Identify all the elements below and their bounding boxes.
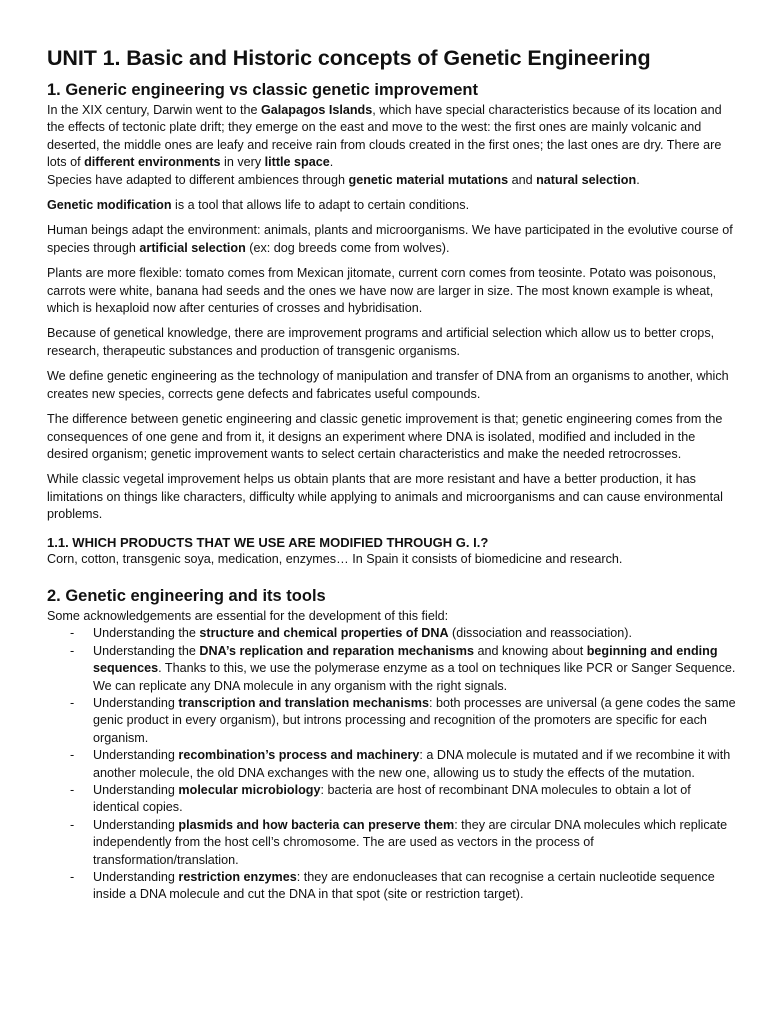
paragraph-darwin: In the XIX century, Darwin went to the Galapagos Islands, which have special characteristics because of its location and the effects of tectonic plate drift; they emerge on the east and move to the west: the first ones are mainly volcanic and deserted, the middle ones are leafy and receive rain from clouds created in the first ones; the last ones are dry. There are lots of different environments in very little space.: [47, 103, 722, 170]
list-item: - Understanding recombination’s process and machinery: a DNA molecule is mutated and if we recombine it with another molecule, the old DNA exchanges with the new one, allowing us to study the effects of the mutation.: [70, 748, 731, 780]
list-item: - Understanding molecular microbiology: bacteria are host of recombinant DNA molecules to obtain a lot of identical copies.: [70, 783, 691, 815]
paragraph-genetical-knowledge: Because of genetical knowledge, there are improvement programs and artificial selection which allow us to better crops, research, therapeutic substances and production of transgenic organisms.: [47, 326, 715, 358]
section-1-heading: 1. Generic engineering vs classic genetic improvement: [47, 81, 479, 99]
paragraph-difference: The difference between genetic engineering and classic genetic improvement is that; genetic engineering comes from the consequences of one gene and from it, it designs an experiment where DNA is isolated, modified and included in the desired organism; genetic improvement wants to select certain characteristics and make the needed retrocrosses.: [47, 412, 723, 461]
paragraph-classic-improvement: While classic vegetal improvement helps us obtain plants that are more resistant and have a better production, it has limitations on things like characters, difficulty while applying to animals and microorganisms and can cause environmental problems.: [47, 472, 723, 522]
list-item: - Understanding plasmids and how bacteria can preserve them: they are circular DNA molecules which replicate independently from the host cell’s chromosome. The are used as vectors in the process of transformation/translation.: [70, 817, 728, 867]
tools-list: [47, 625, 738, 904]
paragraph-species-adapted: Species have adapted to different ambiences through genetic material mutations and natural selection.: [47, 172, 640, 187]
section-2-heading: 2. Genetic engineering and its tools: [47, 586, 326, 605]
paragraph-genetic-modification: Genetic modification is a tool that allows life to adapt to certain conditions.: [47, 198, 470, 213]
paragraph-definition: We define genetic engineering as the technology of manipulation and transfer of DNA from an organisms to another, which creates new species, corrects gene defects and fabricates useful compounds.: [47, 369, 729, 401]
paragraph-human-beings: Human beings adapt the environment: animals, plants and microorganisms. We have participated in the evolutive course of species through artificial selection (ex: dog breeds come from wolves).: [47, 223, 733, 255]
unit-title: UNIT 1. Basic and Historic concepts of Genetic Engineering: [47, 46, 651, 70]
paragraph-plants: Plants are more flexible: tomato comes from Mexican jitomate, current corn comes from teosinte. Potato was poisonous, carrots were white, banana had seeds and the ones we have now are larger in size. The most known example is wheat, which is hexaploid now after centuries of crosses and hybridisation.: [47, 266, 717, 316]
list-item: - Understanding the structure and chemical properties of DNA (dissociation and reassociation).: [70, 626, 632, 641]
list-item: - Understanding restriction enzymes: they are endonucleases that can recognise a certain nucleotide sequence inside a DNA molecule and cut the DNA in that spot (site or restriction target).: [70, 870, 715, 902]
paragraph-products: Corn, cotton, transgenic soya, medication, enzymes… In Spain it consists of biomedicine and research.: [47, 551, 623, 566]
list-item: - Understanding transcription and translation mechanisms: both processes are universal (a gene codes the same genic product in every organism), but introns processing and recognition of the promoters are specific for each organism.: [70, 695, 736, 745]
list-item: - Understanding the DNA’s replication and reparation mechanisms and knowing about beginning and ending sequences. Thanks to this, we use the polymerase enzyme as a tool on techniques like PCR or Sanger Sequence. We can replicate any DNA molecule in any organism with the right signals.: [70, 643, 736, 693]
section-1-1-heading: 1.1. WHICH PRODUCTS THAT WE USE ARE MODIFIED THROUGH G. I.?: [47, 534, 489, 550]
paragraph-tools-intro: Some acknowledgements are essential for the development of this field:: [47, 608, 449, 623]
